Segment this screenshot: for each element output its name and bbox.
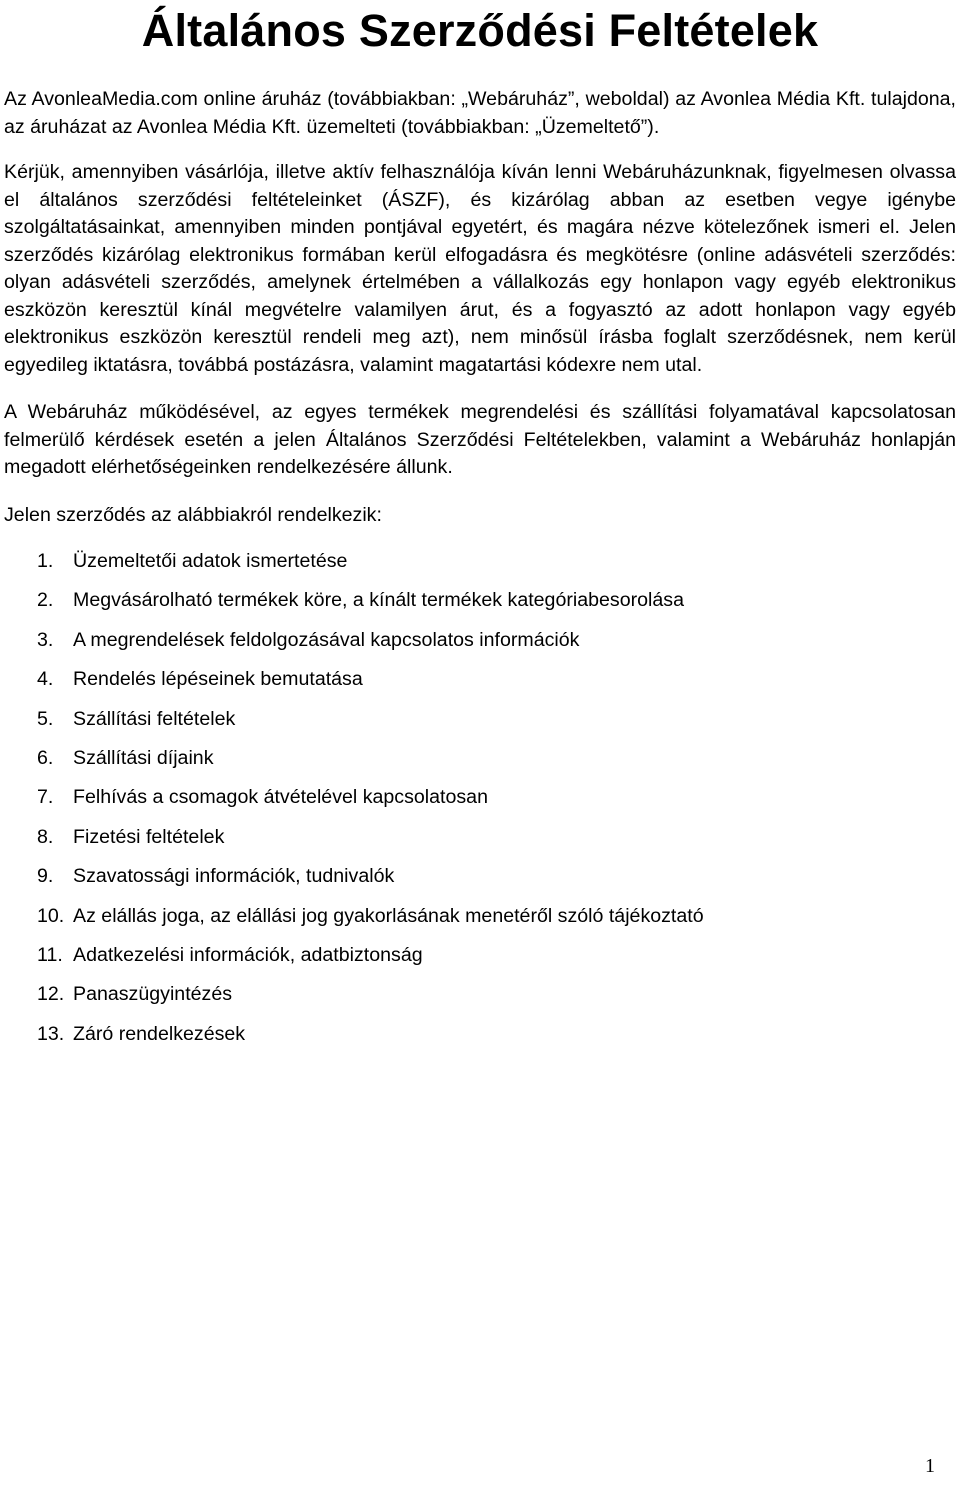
toc-item-text: Üzemeltetői adatok ismertetése bbox=[73, 550, 348, 572]
toc-item-text: Szavatossági információk, tudnivalók bbox=[73, 865, 395, 888]
toc-item-number: 7. bbox=[37, 786, 54, 809]
toc-item-text: Panaszügyintézés bbox=[73, 983, 233, 1006]
toc-item bbox=[4, 865, 956, 904]
toc-item-number: 9. bbox=[37, 865, 54, 888]
toc-item-number: 1. bbox=[37, 550, 54, 572]
toc-item bbox=[4, 589, 956, 628]
toc-item-number: 2. bbox=[37, 589, 54, 612]
toc-item bbox=[4, 826, 956, 865]
contact-paragraph: A Webáruház működésével, az egyes termékek megrendelési és szállítási folyamatával kapcsolatosan felmerülő kérdések esetén a jelen Általános Szerződési Feltételekben, valamint a Webáruház honlapján megadott elérhetőségeinken rendelkezésére állunk. bbox=[4, 401, 956, 478]
toc-item bbox=[4, 550, 956, 589]
toc-item bbox=[4, 747, 956, 786]
toc-item-number: 6. bbox=[37, 746, 54, 769]
toc-item-number: 3. bbox=[37, 628, 54, 651]
list-intro: Jelen szerződés az alábbiakról rendelkezik: bbox=[4, 503, 382, 526]
toc-item-number: 8. bbox=[37, 825, 54, 848]
toc-item bbox=[4, 1023, 956, 1062]
table-of-contents bbox=[4, 550, 956, 1062]
toc-item-text: Záró rendelkezések bbox=[73, 1022, 246, 1045]
intro-paragraph: Az AvonleaMedia.com online áruház (továbbiakban: „Webáruház”, weboldal) az Avonlea Média Kft. tulajdona, az áruházat az Avonlea Média Kft. üzemelteti (továbbiakban: „Üzemeltető”). bbox=[4, 88, 956, 138]
toc-item-text: Szállítási feltételek bbox=[73, 707, 236, 730]
toc-item-number: 10. bbox=[37, 904, 65, 927]
toc-item-text: A megrendelések feldolgozásával kapcsolatos információk bbox=[73, 628, 580, 651]
toc-item-number: 5. bbox=[37, 707, 54, 730]
toc-item bbox=[4, 786, 956, 825]
toc-item bbox=[4, 708, 956, 747]
toc-item-number: 4. bbox=[37, 668, 54, 691]
toc-item bbox=[4, 905, 956, 944]
document-body bbox=[4, 86, 956, 1062]
toc-item-number: 13. bbox=[37, 1022, 65, 1045]
toc-item bbox=[4, 944, 956, 983]
toc-item-text: Adatkezelési információk, adatbiztonság bbox=[73, 943, 423, 966]
terms-paragraph: Kérjük, amennyiben vásárlója, illetve aktív felhasználója kíván lenni Webáruházunknak, figyelmesen olvassa el általános szerződési feltételeinket (ÁSZF), és kizárólag abban az esetben vegye igénybe szolgáltatásainkat, amennyiben minden pontjával egyetért, és magára nézve kötelezőnek ismeri el. Jelen szerződés kizárólag elektronikus formában kerül elfogadásra és megkötésre (online adásvételi szerződés: olyan adásvételi szerződés, amelynek értelmében a vállalkozás egy honlapon vagy egyéb elektronikus eszközön keresztül kínál megvételre valamilyen árut, és a fogyasztó az adott honlapon vagy egyéb elektronikus eszközön keresztül rendeli meg azt), nem minősül írásba foglalt szerződésnek, nem kerül egyedileg iktatásra, továbbá postázásra, valamint magatartási kódexre nem utal. bbox=[4, 161, 956, 376]
toc-item-number: 11. bbox=[37, 943, 63, 966]
toc-item-text: Az elállás joga, az elállási jog gyakorlásának menetéről szóló tájékoztató bbox=[73, 904, 704, 927]
toc-item-number: 12. bbox=[37, 983, 65, 1006]
toc-item bbox=[4, 983, 956, 1022]
page-number: 1 bbox=[925, 1455, 935, 1477]
toc-item-text: Fizetési feltételek bbox=[73, 825, 225, 848]
toc-item bbox=[4, 629, 956, 668]
toc-item-text: Rendelés lépéseinek bemutatása bbox=[73, 668, 363, 691]
toc-item-text: Felhívás a csomagok átvételével kapcsolatosan bbox=[73, 786, 488, 809]
toc-item-text: Megvásárolható termékek köre, a kínált termékek kategóriabesorolása bbox=[73, 589, 684, 612]
toc-item bbox=[4, 668, 956, 707]
toc-item-text: Szállítási díjaink bbox=[73, 746, 214, 769]
page-title: Általános Szerződési Feltételek bbox=[141, 5, 819, 56]
